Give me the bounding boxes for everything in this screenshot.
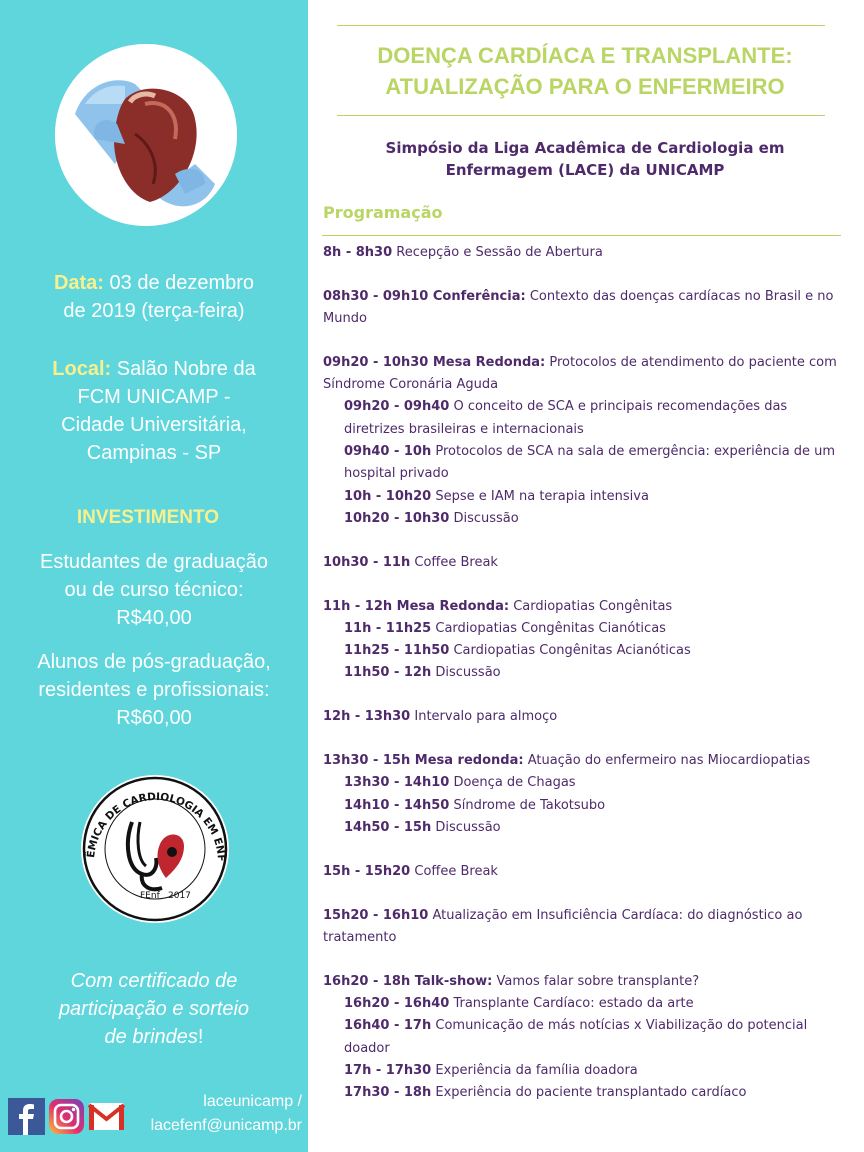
- item-time: 15h20 - 16h10: [323, 907, 429, 923]
- item-time: 15h - 15h20: [323, 863, 411, 879]
- subitem: [323, 993, 843, 1015]
- item-text: Coffee Break: [414, 863, 498, 879]
- seal-year: 2017: [168, 891, 191, 901]
- item-time: 13h30 - 15h Mesa redonda:: [323, 753, 524, 769]
- subitem-text: Cardiopatias Congênitas Cianóticas: [435, 620, 666, 636]
- subitem-time: 14h10 - 14h50: [344, 797, 450, 813]
- item-time: 10h30 - 11h: [323, 554, 411, 570]
- subitem-time: 14h50 - 15h: [344, 819, 432, 835]
- subitem-time: 10h20 - 10h30: [344, 510, 450, 526]
- subitem-time: 17h - 17h30: [344, 1062, 432, 1078]
- contact-handle: laceunicamp /: [203, 1093, 302, 1110]
- schedule-item: [323, 596, 843, 685]
- lace-seal-logo: [80, 774, 230, 924]
- subitem-time: 09h20 - 09h40: [344, 399, 450, 415]
- event-location: [0, 355, 308, 467]
- location-line3: Cidade Universitária,: [61, 414, 247, 436]
- item-time: 16h20 - 18h Talk-show:: [323, 973, 493, 989]
- item-time: 11h - 12h Mesa Redonda:: [323, 598, 510, 614]
- item-time: 8h - 8h30: [323, 245, 393, 260]
- left-panel: [0, 0, 308, 1152]
- subitem: [323, 662, 843, 684]
- schedule-item: [323, 352, 843, 530]
- subitem-time: 16h40 - 17h: [344, 1018, 432, 1034]
- subitem-text: Discussão: [453, 510, 519, 526]
- page-title: [330, 40, 840, 102]
- cert-exclamation: !: [197, 1026, 204, 1048]
- seal-org: FEnf: [140, 891, 160, 901]
- subitem: [323, 795, 843, 817]
- gmail-icon[interactable]: [88, 1098, 125, 1135]
- price-students-line1: Estudantes de graduação: [40, 551, 268, 573]
- price-students: [0, 548, 308, 632]
- subitem: [323, 640, 843, 662]
- subitem: [323, 772, 843, 794]
- price-students-value: R$40,00: [116, 607, 192, 629]
- subitem-text: O conceito de SCA e principais recomendações das diretrizes brasileiras e internacionais: [344, 399, 788, 437]
- subitem: [323, 396, 843, 441]
- date-label: Data:: [53, 272, 104, 294]
- location-label: Local:: [52, 358, 112, 380]
- item-time: 12h - 13h30: [323, 709, 411, 725]
- subtitle-line1: Simpósio da Liga Acadêmica de Cardiologia em: [385, 139, 785, 157]
- item-text: Contexto das doenças cardíacas no Brasil e no Mundo: [323, 288, 834, 327]
- contact-email[interactable]: lacefenf@unicamp.br: [150, 1117, 302, 1134]
- cert-line2: participação e sorteio: [58, 998, 250, 1020]
- subitem: [323, 508, 843, 530]
- subitem-text: Síndrome de Takotsubo: [453, 797, 606, 813]
- social-icons: [8, 1098, 125, 1136]
- subitem-time: 13h30 - 14h10: [344, 775, 450, 791]
- subitem-text: Discussão: [435, 819, 501, 835]
- date-value-line1: 03 de dezembro: [109, 272, 255, 294]
- schedule-item: [323, 552, 843, 574]
- subitem-text: Experiência da família doadora: [435, 1062, 638, 1078]
- item-time: 09h20 - 10h30 Mesa Redonda:: [323, 354, 546, 370]
- certificate-note: [14, 967, 294, 1051]
- subtitle: [340, 137, 830, 181]
- seal-arc-text: ÊMICA DE CARDIOLOGIA EM ENF: [85, 790, 228, 862]
- schedule-item: [323, 971, 843, 1105]
- location-line2: FCM UNICAMP -: [77, 386, 231, 408]
- subitem: [323, 441, 843, 486]
- subitem-text: Transplante Cardíaco: estado da arte: [453, 995, 694, 1011]
- price-students-line2: ou de curso técnico:: [64, 579, 244, 601]
- subitem-text: Doença de Chagas: [453, 775, 576, 791]
- subitem-text: Experiência do paciente transplantado cardíaco: [435, 1085, 747, 1101]
- location-line4: Campinas - SP: [86, 442, 222, 464]
- subitem: [323, 1060, 843, 1082]
- item-text: Coffee Break: [414, 554, 498, 570]
- item-text: Vamos falar sobre transplante?: [496, 973, 700, 989]
- event-date: [0, 269, 308, 325]
- schedule-list: [323, 242, 843, 1126]
- subitem-time: 11h - 11h25: [344, 620, 432, 636]
- item-text: Atualização em Insuficiência Cardíaca: do diagnóstico ao tratamento: [323, 907, 803, 945]
- item-text: Cardiopatias Congênitas: [513, 598, 673, 614]
- title-line2: ATUALIZAÇÃO PARA O ENFERMEIRO: [385, 74, 785, 99]
- subitem: [323, 1082, 843, 1104]
- title-line1: DOENÇA CARDÍACA E TRANSPLANTE:: [377, 43, 793, 68]
- schedule-item: [323, 750, 843, 839]
- subitem: [323, 817, 843, 839]
- item-text: Protocolos de atendimento do paciente com Síndrome Coronária Aguda: [323, 354, 837, 393]
- subitem-time: 16h20 - 16h40: [344, 995, 450, 1011]
- schedule-item: [323, 242, 843, 264]
- investment-heading: INVESTIMENTO: [76, 507, 220, 528]
- subitem-time: 10h - 10h20: [344, 488, 432, 504]
- subitem-time: 17h30 - 18h: [344, 1085, 432, 1101]
- subitem: [323, 1015, 843, 1060]
- contact-info: [132, 1090, 302, 1138]
- item-text: Recepção e Sessão de Abertura: [396, 245, 603, 260]
- title-rule: [337, 115, 825, 116]
- subitem-time: 11h50 - 12h: [344, 665, 432, 681]
- cert-line3: de brindes: [104, 1026, 198, 1048]
- top-rule: [337, 25, 825, 26]
- schedule-item: [323, 861, 843, 883]
- subitem-time: 09h40 - 10h: [344, 444, 432, 460]
- subitem: [323, 618, 843, 640]
- schedule-item: [323, 706, 843, 728]
- location-line1: Salão Nobre da: [116, 358, 256, 380]
- item-text: Intervalo para almoço: [414, 709, 558, 725]
- item-time: 08h30 - 09h10 Conferência:: [323, 288, 526, 304]
- facebook-icon[interactable]: [8, 1098, 45, 1135]
- program-heading: Programação: [323, 203, 443, 222]
- program-rule: [322, 235, 841, 236]
- heart-in-glove-image: [55, 44, 237, 226]
- item-text: Atuação do enfermeiro nas Miocardiopatias: [527, 753, 811, 769]
- price-professionals-line1: Alunos de pós-graduação,: [37, 651, 271, 673]
- price-professionals: [0, 648, 308, 732]
- instagram-icon[interactable]: [48, 1098, 85, 1135]
- subitem-text: Protocolos de SCA na sala de emergência: experiência de um hospital privado: [344, 444, 836, 482]
- subitem-text: Cardiopatias Congênitas Acianóticas: [453, 643, 691, 659]
- subitem: [323, 486, 843, 508]
- date-value-line2: de 2019 (terça-feira): [63, 300, 245, 322]
- price-professionals-line2: residentes e profissionais:: [38, 679, 270, 701]
- cert-line1: Com certificado de: [70, 970, 238, 992]
- subtitle-line2: Enfermagem (LACE) da UNICAMP: [445, 161, 725, 179]
- subitem-text: Comunicação de más notícias x Viabilização do potencial doador: [344, 1018, 808, 1056]
- schedule-item: [323, 905, 843, 950]
- subitem-time: 11h25 - 11h50: [344, 643, 450, 659]
- subitem-text: Sepse e IAM na terapia intensiva: [435, 488, 649, 504]
- schedule-item: [323, 286, 843, 331]
- price-professionals-value: R$60,00: [116, 707, 192, 729]
- subitem-text: Discussão: [435, 665, 501, 681]
